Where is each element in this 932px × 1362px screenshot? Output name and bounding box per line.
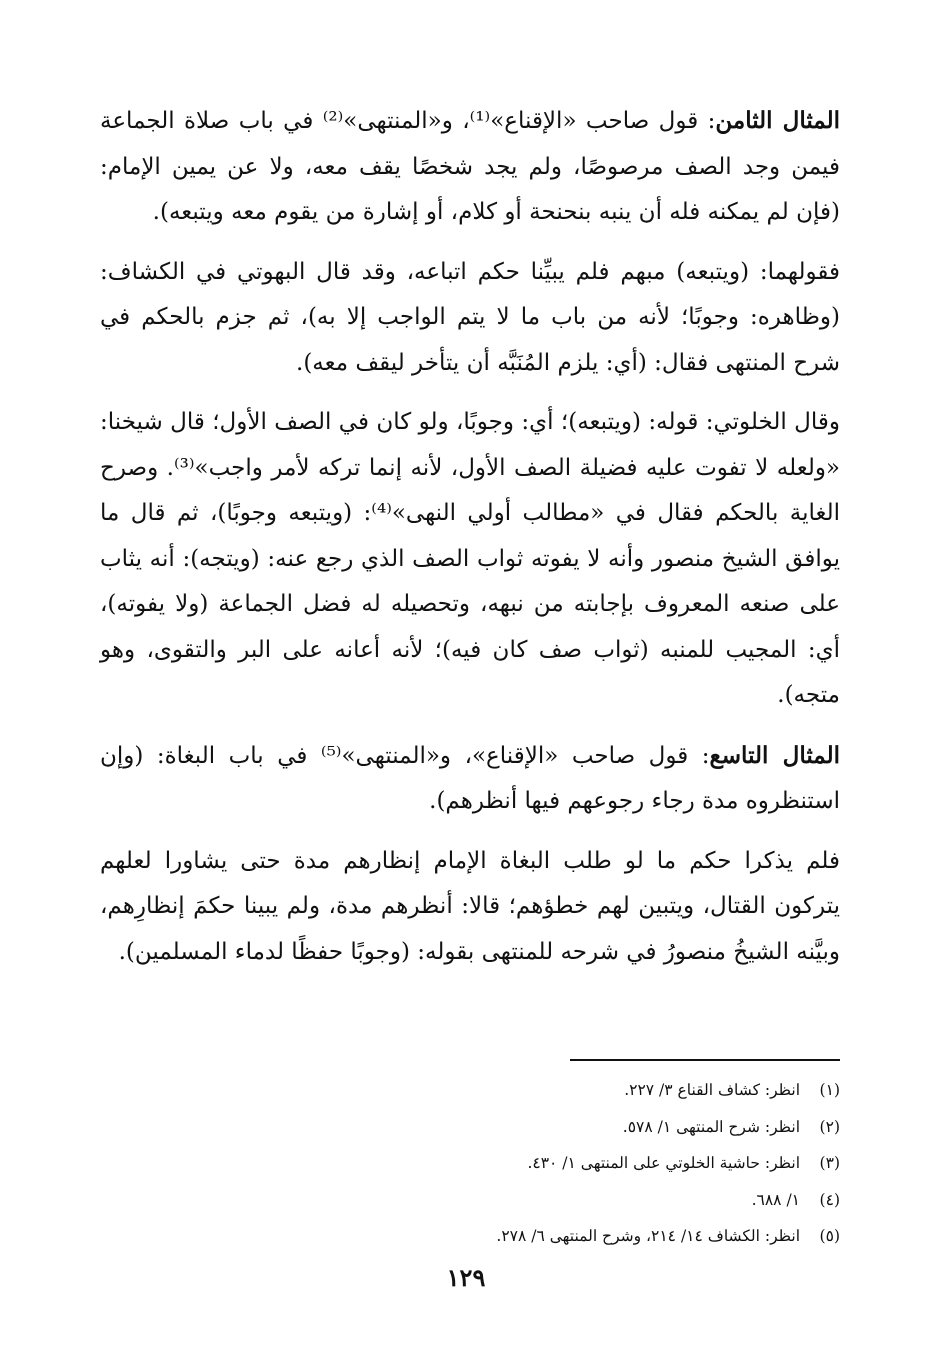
paragraph-example-8 (100, 98, 840, 236)
footnote-number: (٤) (819, 1190, 840, 1209)
footnote-text: انظر: حاشية الخلوتي على المنتهى ١/ ٤٣٠. (527, 1154, 800, 1173)
page-body (100, 98, 840, 989)
paragraph-text: فلم يذكرا حكم ما لو طلب البغاة الإمام إنظارهم مدة حتى يشاورا لعلهم يتركون القتال، ويتبين لهم خطؤهم؛ قالا: أنظرهم مدة، ولم يبينا حكمَ إنظارِهم، وبيَّنه الشيخُ منصورُ في شرحه للمنتهى بقوله: (وجوبًا حفظًا لدماء المسلمين). (100, 847, 840, 965)
footnote-text: ١/ ٦٨٨. (751, 1190, 800, 1209)
paragraph-text: : قول صاحب «الإقناع»، و«المنتهى»⁽⁵⁾ في باب البغاة: (وإن استنظروه مدة رجاء رجوعهم فيها أنظرهم). (100, 742, 840, 814)
paragraph-lead: المثال الثامن (715, 107, 840, 134)
paragraph-discussion-2 (100, 839, 840, 976)
footnote-divider (570, 1059, 840, 1061)
footnote-number: (٢) (819, 1117, 840, 1136)
paragraph-text: وقال الخلوتي: قوله: (ويتبعه)؛ أي: وجوبًا، ولو كان في الصف الأول؛ قال شيخنا: «ولعله لا تفوت عليه فضيلة الصف الأول، لأنه إنما تركه لأمر واجب»⁽³⁾. وصرح الغاية بالحكم فقال في «مطالب أولي النهى»⁽⁴⁾: (ويتبعه وجوبًا)، ثم قال ما يوافق الشيخ منصور وأنه لا يفوته ثواب الصف الذي رجع عنه: (ويتجه): أنه يثاب على صنعه المعروف بإجابته من نبهه، وتحصيله له فضل الجماعة (ولا يفوته)، أي: المجيب للمنبه (ثواب صف كان فيه)؛ لأنه أعانه على البر والتقوى، وهو متجه). (100, 409, 841, 708)
footnotes (100, 1072, 840, 1255)
footnote-4 (100, 1182, 840, 1219)
footnote-5 (100, 1218, 840, 1255)
footnote-number: (٥) (819, 1227, 840, 1246)
footnote-text: انظر: كشاف القناع ٣/ ٢٢٧. (624, 1081, 800, 1099)
footnote-text: انظر: الكشاف ١٤/ ٢١٤، وشرح المنتهى ٦/ ٢٧٨. (496, 1227, 800, 1246)
footnote-number: (٣) (819, 1154, 840, 1173)
paragraph-text: فقولهما: (ويتبعه) مبهم فلم يبيِّنا حكم اتباعه، وقد قال البهوتي في الكشاف: (وظاهره: وجوبًا؛ لأنه من باب ما لا يتم الواجب إلا به)، ثم جزم بالحكم في شرح المنتهى فقال: (أي: يلزم المُنَبَّه أن يتأخر ليقف معه). (100, 258, 840, 376)
footnote-1 (100, 1072, 840, 1109)
footnote-2 (100, 1109, 840, 1146)
paragraph-example-9 (100, 733, 840, 825)
footnote-3 (100, 1145, 840, 1182)
paragraph-lead: المثال التاسع (709, 741, 840, 769)
paragraph-khalwati (100, 400, 840, 719)
paragraph-discussion-1 (100, 250, 840, 387)
page-number: ١٢٩ (446, 1263, 486, 1292)
footnote-number: (١) (819, 1081, 840, 1099)
footnote-text: انظر: شرح المنتهى ١/ ٥٧٨. (622, 1117, 800, 1136)
paragraph-text: : قول صاحب «الإقناع»⁽¹⁾، و«المنتهى»⁽²⁾ في باب صلاة الجماعة فيمن وجد الصف مرصوصًا، ولم يجد شخصًا يقف معه، ولا عن يمين الإمام: (فإن لم يمكنه فله أن ينبه بنحنحة أو كلام، أو إشارة من يقوم معه ويتبعه). (100, 108, 840, 225)
